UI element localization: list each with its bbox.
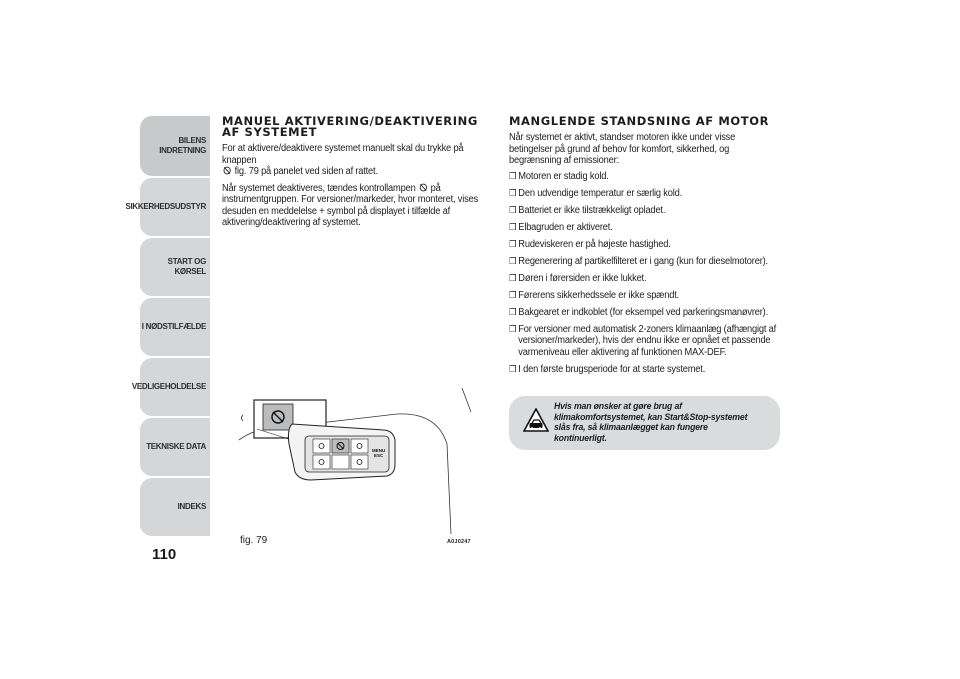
page-number: 110 [152, 546, 177, 563]
list-item [509, 273, 779, 285]
condition-list [509, 171, 779, 376]
tab-i-nodstilfaelde[interactable] [140, 298, 210, 356]
checkbox-bullet-icon: ❒ [509, 221, 517, 232]
tab-label: BILENS INDRETNING [159, 136, 206, 155]
section-heading: MANUEL AKTIVERING/DEAKTIVERING AF SYSTEMET [222, 114, 478, 139]
tab-label: SIKKERHEDSUDSTYR [125, 202, 206, 211]
warning-text: Hvis man ønsker at gøre brug af klimakomfortsystemet, kan Start&Stop-systemet slås fra, så klimaanlægget kan fungere kontinuerligt. [554, 401, 748, 444]
checkbox-bullet-icon: ❒ [509, 204, 517, 215]
list-item [509, 171, 779, 183]
paragraph [222, 143, 481, 178]
right-column [509, 116, 789, 381]
figure-dashboard-panel [237, 384, 474, 542]
checkbox-bullet-icon: ❒ [509, 363, 517, 374]
list-item [509, 364, 779, 376]
paragraph-text: Når systemet deaktiveres, tændes kontrollampen [222, 182, 416, 194]
start-stop-off-icon [223, 166, 231, 175]
tab-label: START OG KØRSEL [167, 257, 206, 276]
svg-text:ESC: ESC [374, 453, 384, 458]
list-item-text: Motoren er stadig kold. [518, 170, 609, 182]
tab-tekniske-data[interactable] [140, 418, 210, 476]
list-item-text: Bakgearet er indkoblet (for eksempel ved parkeringsmanøvrer). [518, 306, 768, 318]
tab-label: INDEKS [177, 502, 206, 511]
list-item [509, 205, 779, 217]
list-item-text: I den første brugsperiode for at starte systemet. [518, 363, 706, 375]
checkbox-bullet-icon: ❒ [509, 306, 517, 317]
list-item-text: For versioner med automatisk 2-zoners klimaanlæg (afhængigt af versioner/markeder), hvis der endnu ikke er opnået et passende varmeniveau eller aktivering af funktionen MAX-DEF. [518, 323, 777, 358]
checkbox-bullet-icon: ❒ [509, 255, 517, 266]
list-item [509, 324, 779, 359]
list-item [509, 290, 779, 302]
chapter-sidebar [125, 116, 210, 538]
checkbox-bullet-icon: ❒ [509, 272, 517, 283]
figure-code: A0J0247 [447, 539, 471, 545]
start-stop-off-icon [419, 183, 427, 192]
list-item [509, 188, 779, 200]
list-item-text: Rudeviskeren er på højeste hastighed. [518, 238, 671, 250]
intro-paragraph: Når systemet er aktivt, standser motoren ikke under visse betingelser på grund af behov for komfort, sikkerhed, og begrænsning af emissioner: [509, 132, 736, 166]
tab-bilens-indretning[interactable] [140, 116, 210, 176]
list-item-text: Batteriet er ikke tilstrækkeligt opladet. [518, 204, 666, 216]
list-item [509, 239, 779, 251]
section-heading: MANGLENDE STANDSNING AF MOTOR [509, 114, 770, 128]
list-item-text: Regenerering af partikelfilteret er i gang (kun for dieselmotorer). [518, 255, 768, 267]
checkbox-bullet-icon: ❒ [509, 323, 517, 334]
tab-vedligeholdelse[interactable] [131, 358, 210, 416]
paragraph-text: For at aktivere/deaktivere systemet manuelt skal du trykke på knappen [222, 143, 464, 166]
checkbox-bullet-icon: ❒ [509, 187, 517, 198]
tab-label: I NØDSTILFÆLDE [141, 322, 206, 331]
left-column [222, 116, 500, 229]
paragraph-text: på instrumentgruppen. For versioner/markeder, hvor monteret, vises desuden en meddelelse + symbol på displayet i tilfælde af aktivering/deaktivering af systemet. [222, 182, 479, 228]
tab-label: TEKNISKE DATA [146, 442, 206, 451]
list-item [509, 307, 779, 319]
paragraph-text: fig. 79 på panelet ved siden af rattet. [234, 166, 378, 177]
list-item [509, 222, 779, 234]
list-item-text: Elbagruden er aktiveret. [518, 221, 613, 233]
svg-text:MENU: MENU [372, 448, 386, 453]
warning-triangle-icon [523, 408, 549, 432]
warning-box [509, 396, 780, 450]
checkbox-bullet-icon: ❒ [509, 289, 517, 300]
tab-label: VEDLIGEHOLDELSE [131, 382, 206, 391]
list-item-text: Den udvendige temperatur er særlig kold. [518, 187, 682, 199]
tab-indeks[interactable] [140, 478, 210, 536]
dashboard-illustration [237, 384, 474, 542]
checkbox-bullet-icon: ❒ [509, 170, 517, 181]
checkbox-bullet-icon: ❒ [509, 238, 517, 249]
paragraph [222, 183, 481, 229]
tab-start-og-korsel[interactable] [140, 238, 210, 296]
list-item-text: Førerens sikkerhedssele er ikke spændt. [518, 289, 680, 301]
figure-caption: fig. 79 [240, 535, 268, 546]
list-item [509, 256, 779, 268]
list-item-text: Døren i førersiden er ikke lukket. [518, 272, 647, 284]
tab-sikkerhedsudstyr[interactable] [125, 178, 210, 236]
